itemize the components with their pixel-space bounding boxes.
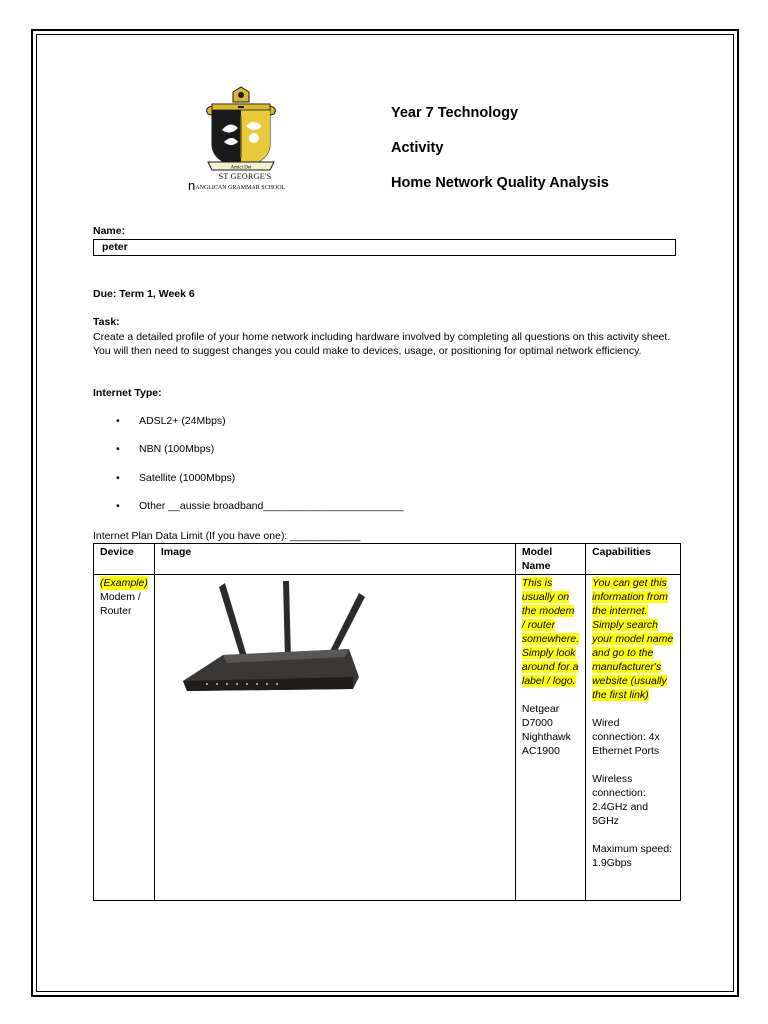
header-image: Image (154, 544, 515, 575)
capabilities-hint: You can get this information from the internet. Simply search your model name and go to the manufacturer's website (usually the first link) (592, 577, 674, 701)
table-row (94, 575, 681, 901)
title-activity: Activity (391, 140, 444, 156)
name-label: Name: (93, 225, 126, 237)
bullet-icon: • (116, 415, 120, 427)
header-device: Device (94, 544, 155, 575)
capability-wired: Wired connection: 4x Ethernet Ports (592, 717, 660, 757)
bullet-icon: • (116, 472, 120, 484)
capability-speed: Maximum speed: 1.9Gbps (592, 843, 673, 869)
example-tag: (Example) (100, 577, 148, 589)
school-name-line2 (188, 178, 298, 193)
router-image (163, 577, 393, 703)
device-name: Modem / Router (100, 591, 141, 617)
logo-banner-text: Amici Dei (230, 165, 252, 171)
school-name-prefix: n (188, 178, 196, 193)
internet-type-option: Other __aussie broadband________________________ (139, 500, 404, 512)
model-hint: This is usually on the modem / router somewhere. Simply look around for a label / logo. (521, 577, 580, 687)
school-name-line1: ST GEORGE'S (218, 172, 272, 181)
model-value: Netgear D7000 Nighthawk AC1900 (521, 703, 571, 757)
table-header-row (94, 544, 681, 575)
due-date: Due: Term 1, Week 6 (93, 288, 195, 300)
device-table (93, 543, 681, 901)
task-label: Task: (93, 316, 120, 328)
header-model-name: Model Name (515, 544, 585, 575)
name-field[interactable] (93, 239, 676, 256)
internet-type-option: ADSL2+ (24Mbps) (139, 415, 226, 427)
capability-wireless: Wireless connection: 2.4GHz and 5GHz (592, 773, 649, 827)
internet-type-option: Satellite (1000Mbps) (139, 472, 236, 484)
image-cell (154, 575, 515, 901)
model-cell (515, 575, 585, 901)
bullet-icon: • (116, 500, 120, 512)
task-text: Create a detailed profile of your home network including hardware involved by completing all questions on this activity sheet. You will then need to suggest changes you could make to devices, usage, or positioning for optimal network efficiency. (93, 331, 671, 357)
device-cell (94, 575, 155, 901)
internet-type-option: NBN (100Mbps) (139, 443, 215, 455)
bullet-icon: • (116, 443, 120, 455)
title-subject: Year 7 Technology (391, 105, 519, 121)
header-capabilities: Capabilities (586, 544, 681, 575)
name-value: peter (102, 241, 128, 253)
data-limit-line: Internet Plan Data Limit (If you have one): ____________ (93, 530, 361, 542)
title-analysis: Home Network Quality Analysis (391, 175, 609, 191)
school-name-text: ANGLICAN GRAMMAR SCHOOL (195, 185, 286, 191)
internet-type-label: Internet Type: (93, 387, 162, 399)
capabilities-cell (586, 575, 681, 901)
